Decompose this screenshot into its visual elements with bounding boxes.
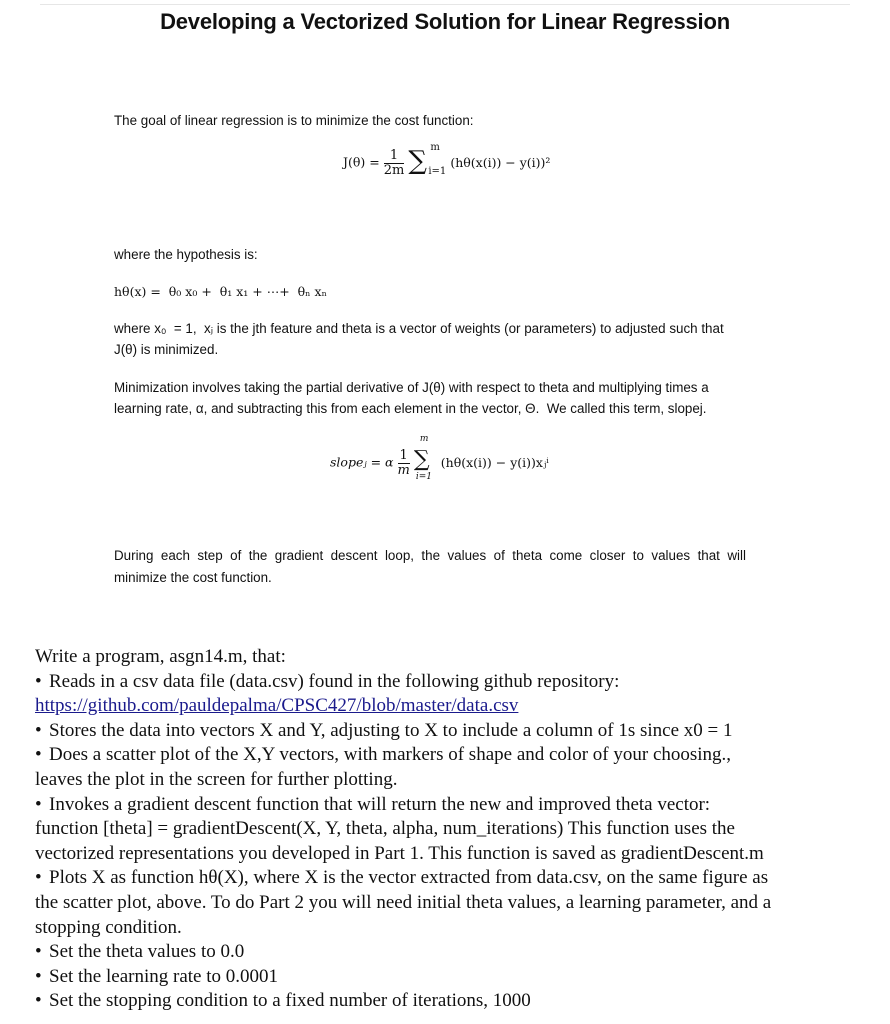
slope-lhs: slopeⱼ = α [330,454,394,470]
assignment-heading: Write a program, asgn14.m, that: [35,646,286,667]
where-text-line-2: J(θ) is minimized. [114,342,219,357]
minimization-line-1: Minimization involves taking the partial derivative of J(θ) with respect to theta and multiplying times a [114,380,709,395]
list-item: • Stores the data into vectors X and Y, adjusting to X to include a column of 1s since x0 = 1 [35,719,865,744]
cost-fraction [384,149,405,178]
github-link[interactable]: https://github.com/pauldepalma/CPSC427/blob/master/data.csv [35,695,519,717]
list-item-continuation: stopping condition. [35,916,182,938]
list-item: • Set the stopping condition to a fixed number of iterations, 1000 [35,989,865,1014]
list-item: • Reads in a csv data file (data.csv) found in the following github repository: [35,670,865,695]
top-rule [40,4,850,5]
cost-sum-top: m [430,142,440,153]
list-item: • Does a scatter plot of the X,Y vectors, with markers of shape and color of your choosing., [35,743,865,768]
where-text-line-1: where x₀ = 1, xⱼ is the jth feature and theta is a vector of weights (or parameters) to adjusted such that [114,321,724,336]
intro-text: The goal of linear regression is to minimize the cost function: [114,113,474,128]
list-item-continuation: vectorized representations you developed in Part 1. This function is saved as gradientDescent.m [35,842,764,864]
list-item: • Invokes a gradient descent function that will return the new and improved theta vector: [35,793,865,818]
slope-frac-den: m [397,462,410,478]
gradient-line-2: minimize the cost function. [114,570,272,585]
cost-sigma: ∑ [408,146,427,176]
bullet: • [35,867,42,889]
list-item-continuation [35,694,865,719]
bullet: • [35,744,42,766]
gradient-line-1: During each step of the gradient descent loop, the values of theta come closer to values that will [114,548,746,563]
bullet: • [35,719,42,741]
assignment-block [35,645,865,1014]
list-item-continuation: function [theta] = gradientDescent(X, Y, theta, alpha, num_iterations) This function uses the [35,818,735,840]
list-item-continuation: leaves the plot in the screen for further plotting. [35,768,398,790]
page-title: Developing a Vectorized Solution for Linear Regression [160,9,730,34]
cost-sum-bottom: i=1 [428,166,447,177]
list-item: • Plots X as function hθ(X), where X is the vector extracted from data.csv, on the same figure as [35,866,865,891]
slope-frac-num: 1 [399,447,408,463]
hypothesis-intro: where the hypothesis is: [114,247,258,262]
minimization-line-2: learning rate, α, and subtracting this from each element in the vector, Θ. We called this term, slopej. [114,401,707,416]
bullet: • [35,990,42,1012]
slope-sum [413,434,434,482]
list-item-continuation: the scatter plot, above. To do Part 2 you will need initial theta values, a learning parameter, and a [35,891,772,913]
bullet: • [35,670,42,692]
hypothesis-formula: hθ(x) = θ₀ x₀ + θ₁ x₁ + ⋯+ θₙ xₙ [114,284,328,299]
slope-body: (hθ(x(i)) − y(i))xⱼⁱ [440,454,549,470]
bullet: • [35,793,42,815]
bullet: • [35,941,42,963]
cost-lhs: J(θ) = [343,154,380,170]
cost-frac-den: 2m [383,162,405,178]
slope-formula [330,434,549,482]
slope-sum-bottom: i=1 [415,472,432,482]
bullet: • [35,965,42,987]
slope-sigma: ∑ [413,447,430,472]
list-item: • Set the learning rate to 0.0001 [35,965,865,990]
cost-body: (hθ(x(i)) − y(i))² [450,154,551,170]
cost-sum [408,142,447,178]
slope-fraction [398,449,410,478]
list-item: • Set the theta values to 0.0 [35,940,865,965]
slope-sum-top: m [419,434,429,444]
cost-frac-num: 1 [389,147,399,163]
cost-function-formula [343,142,551,178]
